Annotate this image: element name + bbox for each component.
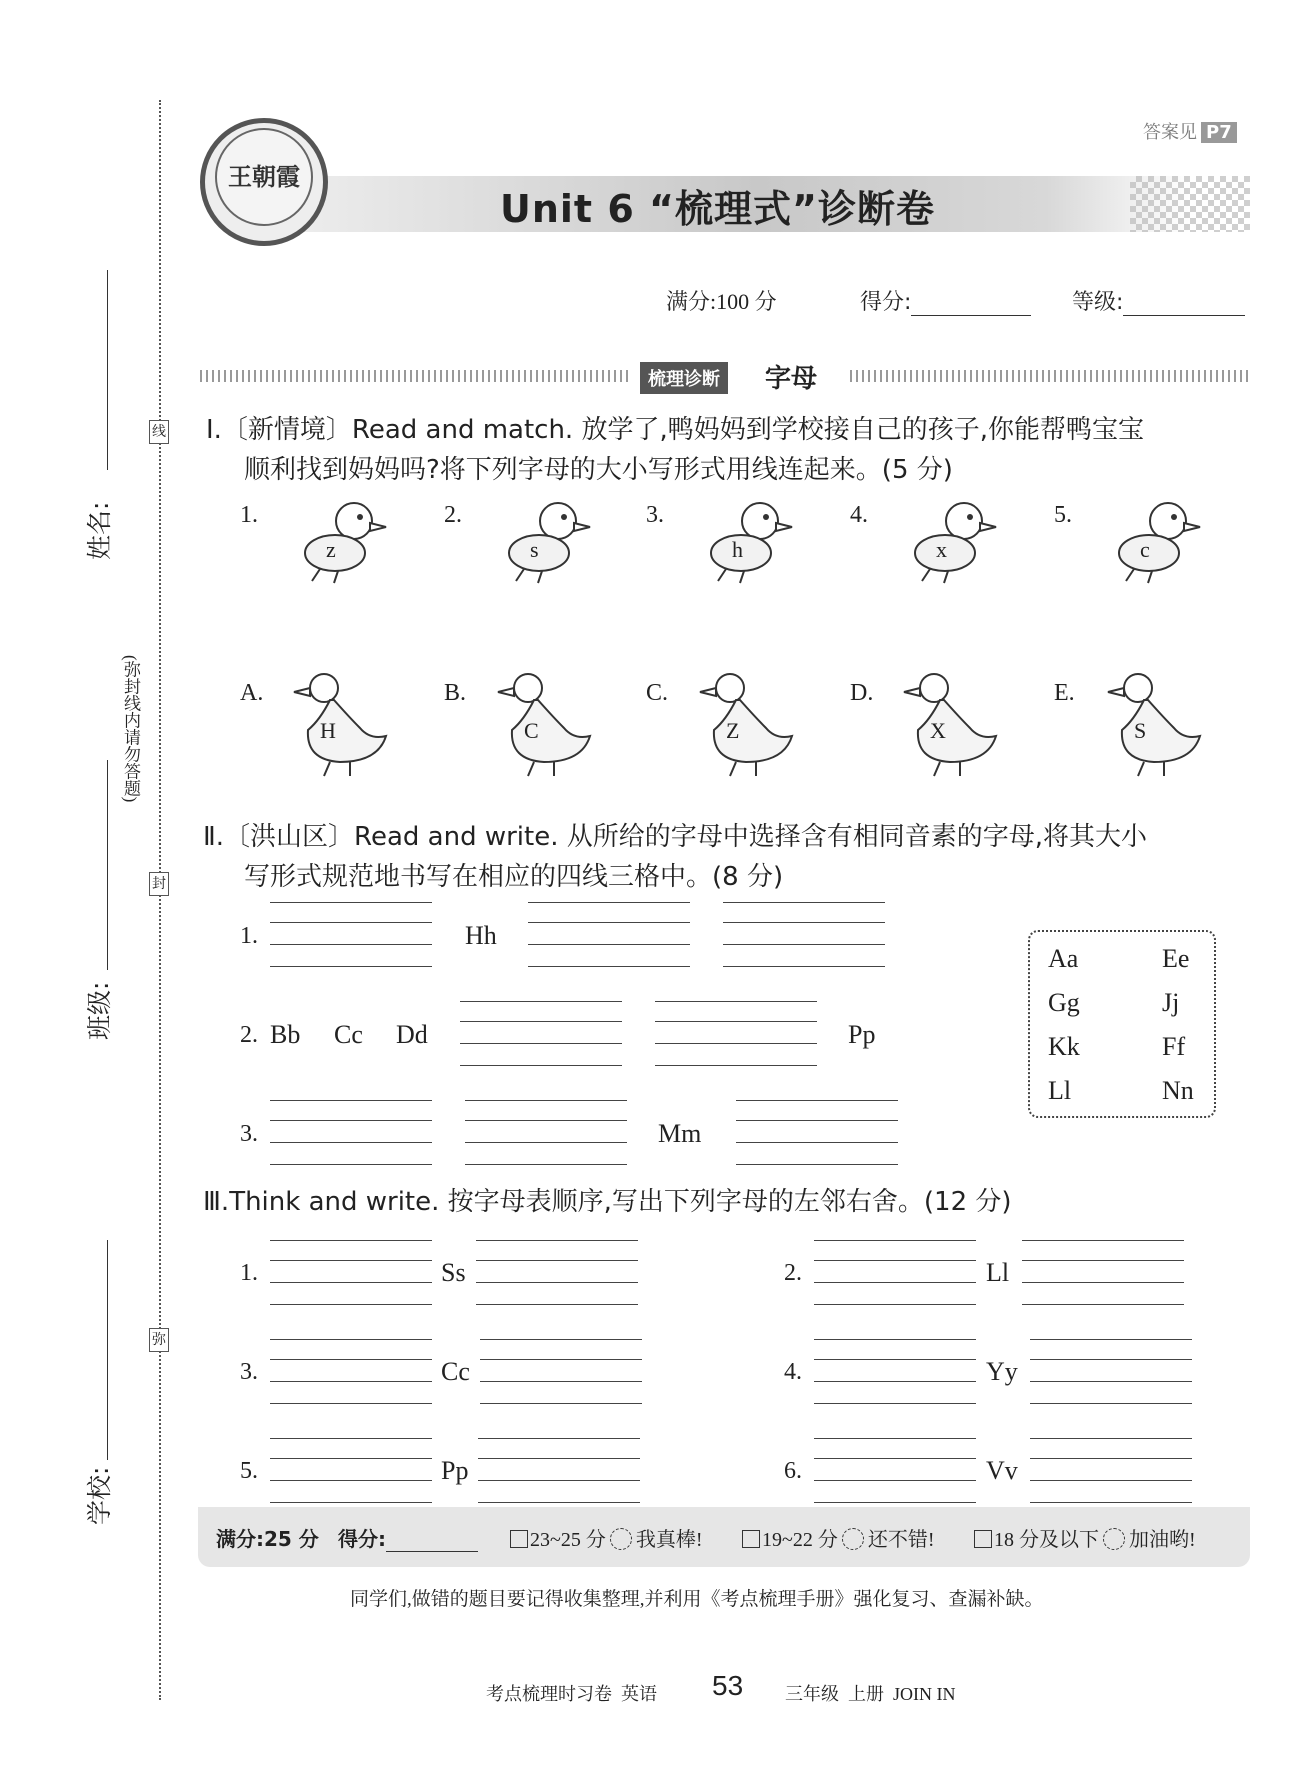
q2-row2-given-2: Cc [334,1020,363,1049]
name-label: 姓名: [85,501,114,560]
q2-row3-grid-3[interactable] [736,1100,898,1166]
q2-row3-grid-1[interactable] [270,1100,432,1166]
smile-face-icon [842,1528,864,1550]
binding-mark-seal: 封 [149,872,169,896]
section-hatch-left [200,370,628,382]
school-label: 学校: [85,1466,114,1525]
binding-dotted-line [159,100,161,1700]
q2-row1-grid-2[interactable] [528,902,690,968]
duck-number: E. [1054,680,1075,706]
q3-given-letter: Yy [986,1357,1018,1386]
q2-row1-given: Hh [465,921,497,950]
duckling-icon [900,495,1000,585]
score-field[interactable] [860,285,1031,316]
q3-item-number: 6. [784,1458,802,1484]
answer-reference [1143,118,1237,144]
duck-letter: X [930,718,946,743]
summary-score-label: 得分: [338,1527,386,1551]
assess-option-1-text: 我真棒! [635,1529,703,1551]
assess-option-3-text: 加油哟! [1129,1529,1196,1551]
assess-option-1-range: 23~25 分 [530,1529,606,1551]
q3-left-neighbor-grid[interactable] [814,1339,976,1405]
duckling[interactable] [696,495,796,585]
q3-left-neighbor-grid[interactable] [814,1438,976,1504]
summary-score-field[interactable] [338,1523,478,1552]
duckling-icon [1104,495,1204,585]
q3-right-neighbor-grid[interactable] [478,1438,640,1504]
q3-item-number: 4. [784,1359,802,1385]
mother-duck[interactable] [1104,670,1204,780]
q3-given-letter: Ss [441,1258,466,1287]
answer-ref-label: 答案见 [1143,122,1197,143]
brand-logo [200,118,328,246]
q1-instruction: Ⅰ.〔新情境〕Read and match. 放学了,鸭妈妈到学校接自己的孩子,你能帮鸭宝宝 [206,415,1144,445]
q2-instruction: Ⅱ.〔洪山区〕Read and write. 从所给的字母中选择含有相同音素的字母,将其大小 [203,822,1147,852]
assess-option-2[interactable] [742,1523,935,1552]
mother-duck[interactable] [494,670,594,780]
q2-row1-grid-3[interactable] [723,902,885,968]
q2-row2-grid-1[interactable] [460,1001,622,1067]
duck-number: B. [444,680,467,706]
answer-page-badge: P7 [1201,122,1237,143]
binding-mark-mi: 弥 [149,1328,169,1352]
class-field[interactable] [107,760,108,970]
name-field[interactable] [107,270,108,470]
q2-row2-number: 2. [240,1022,258,1048]
option-letter: Jj [1162,988,1180,1017]
duck-letter: S [1134,718,1147,743]
duck-letter: H [320,718,336,743]
q3-left-neighbor-grid[interactable] [270,1339,432,1405]
duckling-letter: s [530,537,539,562]
duck-icon [900,670,1000,780]
q3-item-number: 5. [240,1458,258,1484]
q3-right-neighbor-grid[interactable] [480,1339,642,1405]
q3-given-letter: Cc [441,1357,470,1386]
mother-duck[interactable] [696,670,796,780]
page-number: 53 [712,1670,744,1701]
duckling[interactable] [1104,495,1204,585]
score-label: 得分: [860,290,912,315]
footer-book-title: 考点梳理时习卷 英语 [486,1684,657,1704]
banner-checker-decoration [1130,176,1250,232]
grade-field[interactable] [1072,285,1245,316]
class-label: 班级: [85,981,114,1040]
assess-option-2-range: 19~22 分 [762,1529,838,1551]
duck-letter: C [524,718,539,743]
summary-full: 满分:25 分 [216,1527,319,1551]
section-tag: 梳理诊断 [640,362,728,394]
q3-item-number: 1. [240,1260,258,1286]
duckling-number: 5. [1054,502,1072,528]
q3-right-neighbor-grid[interactable] [1022,1240,1184,1306]
q2-row3-grid-2[interactable] [465,1100,627,1166]
q3-given-letter: Pp [441,1456,469,1485]
page-title: Unit 6 “梳理式”诊断卷 [500,187,935,231]
duckling[interactable] [494,495,594,585]
q3-right-neighbor-grid[interactable] [1030,1339,1192,1405]
q3-given-letter: Vv [986,1456,1018,1485]
logo-name: 王朝霞 [228,162,300,191]
duckling-number: 3. [646,502,664,528]
assess-option-3[interactable] [974,1523,1196,1552]
duckling-letter: x [936,537,947,562]
q2-row2-given-3: Dd [396,1020,428,1049]
duck-icon [1104,670,1204,780]
checkbox-icon[interactable] [974,1530,992,1548]
duckling-number: 4. [850,502,868,528]
logo-star-icon [210,123,318,231]
duckling-letter: h [732,537,743,562]
mother-duck[interactable] [290,670,390,780]
duckling-icon [290,495,390,585]
duckling-number: 2. [444,502,462,528]
checkbox-icon[interactable] [742,1530,760,1548]
q2-instruction-2: 写形式规范地书写在相应的四线三格中。(8 分) [244,862,784,892]
duck-number: C. [646,680,669,706]
option-letter: Aa [1048,944,1079,973]
option-letter: Ff [1162,1032,1186,1061]
q2-row2-grid-2[interactable] [655,1001,817,1067]
q2-row3-given: Mm [658,1119,702,1148]
duck-icon [696,670,796,780]
review-tip: 同学们,做错的题目要记得收集整理,并利用《考点梳理手册》强化复习、查漏补缺。 [350,1589,1044,1610]
option-letter: Ll [1048,1076,1072,1105]
cheer-face-icon [1103,1528,1125,1550]
q3-right-neighbor-grid[interactable] [1030,1438,1192,1504]
q3-left-neighbor-grid[interactable] [814,1240,976,1306]
assess-option-1[interactable] [510,1523,703,1552]
duck-number: A. [240,680,264,706]
duckling-letter: z [326,537,336,562]
mother-duck[interactable] [900,670,1000,780]
duck-number: D. [850,680,874,706]
grade-label: 等级: [1072,290,1124,315]
duckling[interactable] [900,495,1000,585]
self-assessment-bar [198,1507,1250,1567]
q1-instruction-2: 顺利找到妈妈吗?将下列字母的大小写形式用线连起来。(5 分) [244,455,953,485]
option-letter: Ee [1162,944,1190,973]
q2-row3-number: 3. [240,1121,258,1147]
binding-mark-line: 线 [149,420,169,444]
q2-row1-grid-1[interactable] [270,902,432,968]
option-letter: Kk [1048,1032,1080,1061]
q3-given-letter: Ll [986,1258,1010,1287]
q2-letter-options-box [1028,930,1216,1118]
duck-letter: Z [726,718,740,743]
duck-icon [290,670,390,780]
footer-grade: 三年级 上册 JOIN IN [785,1684,956,1704]
duck-icon [494,670,594,780]
q2-row2-given-4: Pp [848,1020,876,1049]
duckling-number: 1. [240,502,258,528]
q3-left-neighbor-grid[interactable] [270,1438,432,1504]
checkbox-icon[interactable] [510,1530,528,1548]
section-hatch-right [850,370,1250,382]
q2-row2-given-1: Bb [270,1020,301,1049]
q3-item-number: 3. [240,1359,258,1385]
smile-face-icon [610,1528,632,1550]
duckling-icon [696,495,796,585]
section-title: 字母 [765,364,818,394]
option-letter: Nn [1162,1076,1194,1105]
q3-left-neighbor-grid[interactable] [270,1240,432,1306]
duckling-letter: c [1140,537,1150,562]
duckling[interactable] [290,495,390,585]
option-letter: Gg [1048,988,1080,1017]
school-field[interactable] [107,1240,108,1460]
binding-notice: (弥封线内请勿答题) [121,655,140,803]
full-score: 满分:100 分 [666,289,777,314]
q3-right-neighbor-grid[interactable] [476,1240,638,1306]
q3-instruction: Ⅲ.Think and write. 按字母表顺序,写出下列字母的左邻右舍。(12 分) [203,1187,1012,1217]
duckling-icon [494,495,594,585]
q3-item-number: 2. [784,1260,802,1286]
q2-row1-number: 1. [240,923,258,949]
assess-option-3-range: 18 分及以下 [994,1529,1099,1551]
assess-option-2-text: 还不错! [867,1529,935,1551]
